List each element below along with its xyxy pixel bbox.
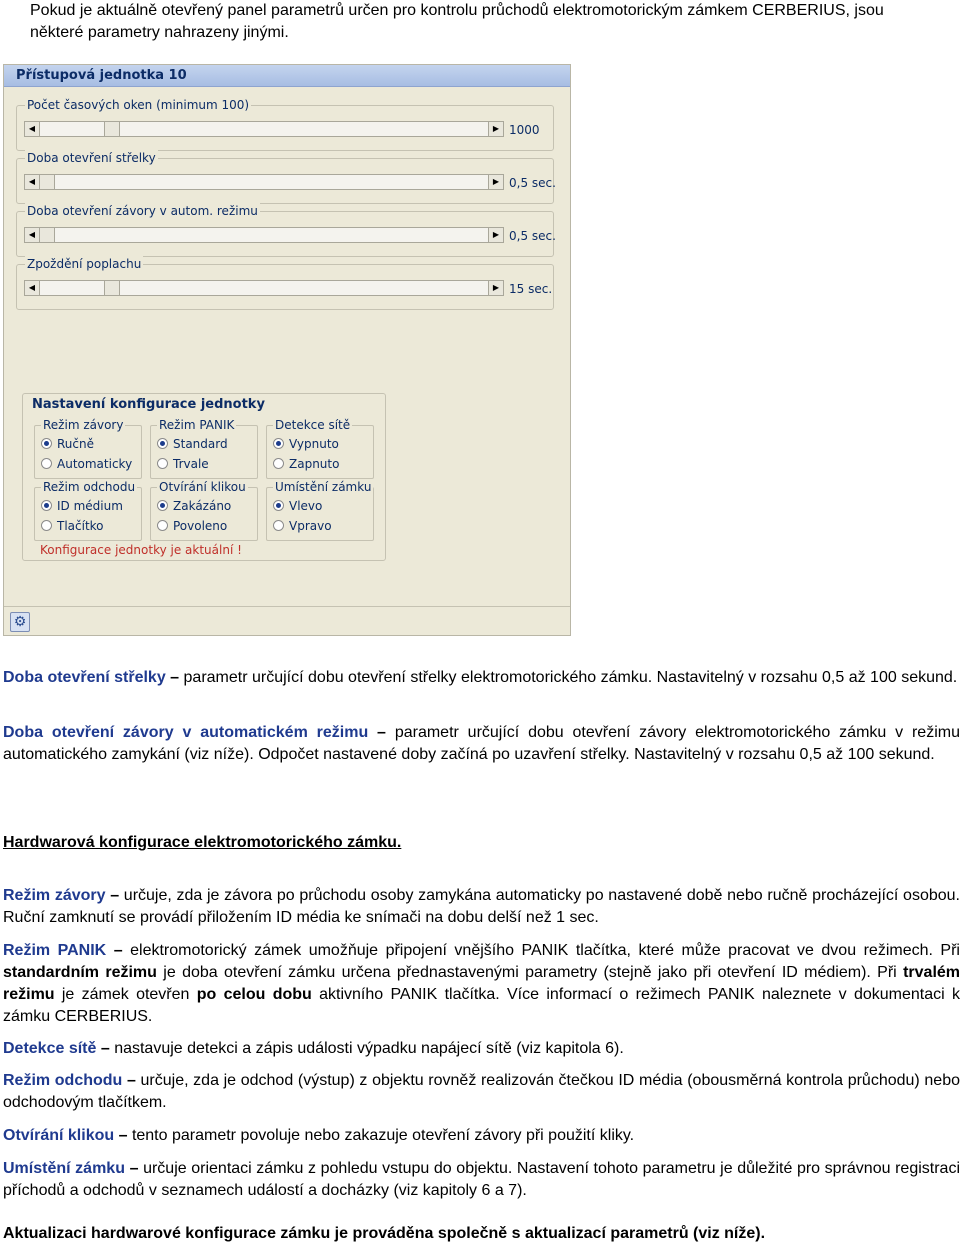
alarm-delay-value: 15 sec. bbox=[509, 282, 553, 296]
radio-exit-button[interactable]: Tlačítko bbox=[41, 518, 104, 534]
radio-selected-icon bbox=[157, 500, 168, 511]
radio-mains-on[interactable]: Zapnuto bbox=[273, 456, 339, 472]
scroll-right-icon[interactable]: ▶ bbox=[488, 175, 503, 189]
radio-mains-off[interactable]: Vypnuto bbox=[273, 436, 339, 452]
mains-detection-label: Detekce sítě bbox=[275, 418, 351, 432]
config-status: Konfigurace jednotky je aktuální ! bbox=[40, 543, 242, 557]
latch-open-time-label: Doba otevření střelky bbox=[27, 151, 156, 165]
group-bolt-mode bbox=[34, 418, 142, 479]
gear-icon[interactable]: ⚙ bbox=[10, 612, 30, 632]
bolt-open-time-label: Doba otevření závory v autom. režimu bbox=[27, 204, 258, 218]
dialog-title: Přístupová jednotka 10 bbox=[4, 65, 570, 87]
para-panic-mode: Režim PANIK – elektromotorický zámek umožňuje připojení vnějšího PANIK tlačítka, které může pracovat ve dvou režimech. Při standardním režimu je doba otevření zámku určena přednastavenými parametry (stejně jako při otevření ID médiem). Při trvalém režimu je zámek otevřen po celou dobu aktivního PANIK tlačítka. Více informací o režimech PANIK naleznete v dokumentaci k zámku CERBERIUS. bbox=[3, 942, 960, 1025]
intro-paragraph: Pokud je aktuálně otevřený panel parametrů určen pro kontrolu průchodů elektromotorickým zámkem CERBERIUS, jsou některé parametry nahrazeny jinými. bbox=[30, 2, 884, 41]
group-panic-mode bbox=[150, 418, 258, 479]
slider-thumb[interactable] bbox=[104, 281, 120, 295]
slider-thumb[interactable] bbox=[39, 228, 55, 242]
radio-selected-icon bbox=[41, 500, 52, 511]
radio-handle-forbidden[interactable]: Zakázáno bbox=[157, 498, 231, 514]
radio-icon bbox=[273, 458, 284, 469]
radio-icon bbox=[157, 458, 168, 469]
para-bolt-mode: Režim závory – určuje, zda je závora po průchodu osoby zamykána automaticky po nastavené době nebo ručně procházející osobou. Ruční zamknutí se provádí přiložením ID média ke snímači na dobu delší než 1 sec. bbox=[3, 887, 960, 926]
radio-icon bbox=[273, 520, 284, 531]
latch-open-time-slider[interactable] bbox=[24, 174, 504, 190]
para-handle-opening: Otvírání klikou – tento parametr povoluje nebo zakazuje otevření závory při použití kliky. bbox=[3, 1127, 635, 1144]
radio-bolt-manual[interactable]: Ručně bbox=[41, 436, 94, 452]
scroll-left-icon[interactable]: ◀ bbox=[25, 228, 40, 242]
group-mains-detection bbox=[266, 418, 374, 479]
handle-opening-label: Otvírání klikou bbox=[159, 480, 246, 494]
radio-selected-icon bbox=[273, 500, 284, 511]
para-mains-detection: Detekce sítě – nastavuje detekci a zápis události výpadku napájecí sítě (viz kapitola 6). bbox=[3, 1040, 624, 1057]
time-windows-slider[interactable] bbox=[24, 121, 504, 137]
dialog-footer bbox=[4, 606, 570, 635]
radio-icon bbox=[41, 520, 52, 531]
para-bolt-open-time: Doba otevření závory v automatickém režimu – parametr určující dobu otevření závory elektromotorického zámku v režimu automatického zamykání (viz níže). Odpočet nastavené doby začíná po uzavření střelky. Nastavitelný v rozsahu 0,5 až 100 sekund. bbox=[3, 724, 960, 763]
latch-open-time-value: 0,5 sec. bbox=[509, 176, 556, 190]
scroll-right-icon[interactable]: ▶ bbox=[488, 228, 503, 242]
radio-icon bbox=[41, 458, 52, 469]
scroll-right-icon[interactable]: ▶ bbox=[488, 122, 503, 136]
alarm-delay-label: Zpoždění poplachu bbox=[27, 257, 142, 271]
scroll-right-icon[interactable]: ▶ bbox=[488, 281, 503, 295]
access-unit-dialog bbox=[3, 64, 571, 636]
config-title: Nastavení konfigurace jednotky bbox=[32, 397, 265, 412]
radio-selected-icon bbox=[273, 438, 284, 449]
group-handle-opening bbox=[150, 480, 258, 541]
heading-hw-config: Hardwarová konfigurace elektromotorického zámku. bbox=[3, 834, 402, 851]
radio-selected-icon bbox=[41, 438, 52, 449]
radio-handle-allowed[interactable]: Povoleno bbox=[157, 518, 227, 534]
time-windows-label: Počet časových oken (minimum 100) bbox=[27, 98, 250, 112]
radio-bolt-auto[interactable]: Automaticky bbox=[41, 456, 132, 472]
scroll-left-icon[interactable]: ◀ bbox=[25, 281, 40, 295]
final-note: Aktualizaci hardwarové konfigurace zámku je prováděna společně s aktualizací parametrů (viz níže). bbox=[3, 1225, 766, 1242]
group-exit-mode bbox=[34, 480, 142, 541]
para-exit-mode: Režim odchodu – určuje, zda je odchod (výstup) z objektu rovněž realizován čtečkou ID média (obousměrná kontrola průchodu) nebo odchodovým tlačítkem. bbox=[3, 1072, 960, 1111]
radio-panic-standard[interactable]: Standard bbox=[157, 436, 228, 452]
slider-thumb[interactable] bbox=[104, 122, 120, 136]
bolt-mode-label: Režim závory bbox=[43, 418, 124, 432]
bolt-open-time-slider[interactable] bbox=[24, 227, 504, 243]
radio-selected-icon bbox=[157, 438, 168, 449]
alarm-delay-slider[interactable] bbox=[24, 280, 504, 296]
group-lock-placement bbox=[266, 480, 374, 541]
scroll-left-icon[interactable]: ◀ bbox=[25, 122, 40, 136]
panic-mode-label: Režim PANIK bbox=[159, 418, 235, 432]
scroll-left-icon[interactable]: ◀ bbox=[25, 175, 40, 189]
radio-lock-left[interactable]: Vlevo bbox=[273, 498, 322, 514]
exit-mode-label: Režim odchodu bbox=[43, 480, 136, 494]
time-windows-value: 1000 bbox=[509, 123, 540, 137]
para-latch-open-time: Doba otevření střelky – parametr určující dobu otevření střelky elektromotorického zámku. Nastavitelný v rozsahu 0,5 až 100 sekund. bbox=[3, 669, 958, 686]
radio-panic-permanent[interactable]: Trvale bbox=[157, 456, 209, 472]
lock-placement-label: Umístění zámku bbox=[275, 480, 372, 494]
radio-exit-id[interactable]: ID médium bbox=[41, 498, 123, 514]
bolt-open-time-value: 0,5 sec. bbox=[509, 229, 556, 243]
radio-icon bbox=[157, 520, 168, 531]
radio-lock-right[interactable]: Vpravo bbox=[273, 518, 332, 534]
para-lock-placement: Umístění zámku – určuje orientaci zámku z pohledu vstupu do objektu. Nastavení tohoto parametru je důležité pro správnou registraci příchodů a odchodů v seznamech událostí a docházky (viz kapitoly 6 a 7). bbox=[3, 1160, 960, 1199]
slider-thumb[interactable] bbox=[39, 175, 55, 189]
